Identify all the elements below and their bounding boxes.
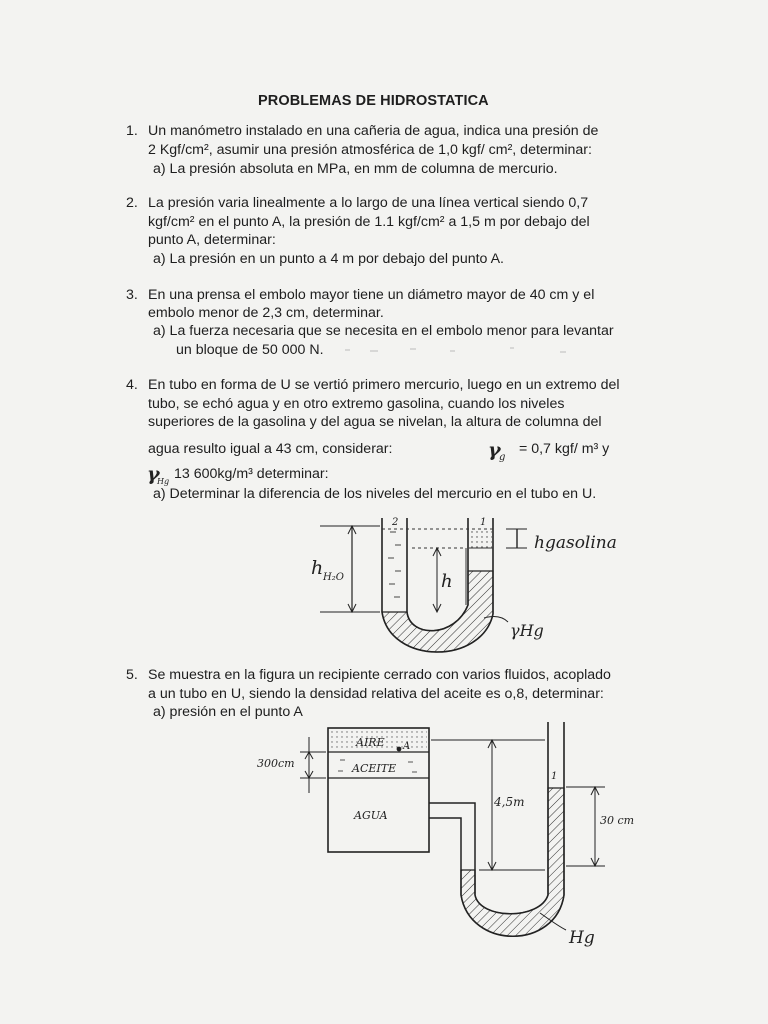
gamma-hg-symbol — [147, 463, 169, 486]
label-h: h — [441, 571, 453, 592]
problem-3-line-2: embolo menor de 2,3 cm, determinar. — [148, 305, 384, 321]
label-agua: AGUA — [354, 809, 388, 822]
problem-1-line-2: 2 Kgf/cm², asumir una presión atmosférica de 1,0 kgf/ cm², determinar: — [148, 142, 592, 158]
label-h2o-sub: H₂O — [323, 572, 344, 583]
gamma-g-symbol — [488, 439, 505, 463]
label-point-a: A — [403, 741, 411, 752]
problem-4-line-4b: = 0,7 kgf/ m³ y — [519, 441, 610, 457]
problem-3-sub-a: a) La fuerza necesaria que se necesita en el embolo menor para levantar — [153, 323, 614, 339]
page-title: PROBLEMAS DE HIDROSTATICA — [258, 93, 489, 109]
svg-text:γ: γ — [488, 439, 501, 461]
label-30cm: 30 cm — [600, 814, 635, 827]
problem-3-number: 3. — [126, 287, 138, 303]
faint-marks — [345, 348, 566, 352]
label-h-h2o: h — [311, 557, 324, 579]
label-hg: Hg — [569, 928, 595, 948]
svg-text:g: g — [499, 452, 506, 463]
u-tube-figure-1 — [311, 517, 617, 652]
problem-2-sub-a: a) La presión en un punto a 4 m por debajo del punto A. — [153, 251, 505, 267]
label-mark: 1 — [551, 771, 558, 782]
problem-5-number: 5. — [126, 667, 138, 683]
problem-1-line-1: Un manómetro instalado en una cañeria de agua, indica una presión de — [148, 123, 599, 139]
problem-2-line-1: La presión varia linealmente a lo largo de una línea vertical siendo 0,7 — [148, 195, 589, 211]
problem-5-line-1: Se muestra en la figura un recipiente cerrado con varios fluidos, acoplado — [148, 667, 611, 683]
problem-4-line-2: tubo, se echó agua y en otro extremo gasolina, cuando los niveles — [148, 396, 565, 412]
problem-1-sub-a: a) La presión absoluta en MPa, en mm de columna de mercurio. — [153, 161, 558, 177]
label-300cm: 300cm — [257, 757, 295, 770]
svg-text:Hg: Hg — [157, 477, 170, 486]
svg-text:γ: γ — [147, 463, 160, 485]
label-mark-2: 2 — [392, 517, 399, 528]
problem-5-line-2: a un tubo en U, siendo la densidad relativa del aceite es o,8, determinar: — [148, 686, 604, 702]
problem-2-number: 2. — [126, 195, 138, 211]
label-aceite: ACEITE — [352, 762, 397, 775]
tank-figure-2 — [257, 722, 634, 948]
problem-4-line-4: agua resulto igual a 43 cm, considerar: — [148, 441, 393, 457]
problem-3-line-1: En una prensa el embolo mayor tiene un diámetro mayor de 40 cm y el — [148, 287, 595, 303]
problem-2-line-3: punto A, determinar: — [148, 232, 276, 248]
label-4-5m: 4,5m — [494, 795, 525, 809]
problem-4-line-3: superiores de la gasolina y del agua se nivelan, la altura de columna del — [148, 414, 602, 430]
label-gamma-hg: γHg — [510, 621, 544, 640]
problem-2-line-2: kgf/cm² en el punto A, la presión de 1.1 kgf/cm² a 1,5 m por debajo del — [148, 214, 590, 230]
problem-4-sub-a: a) Determinar la diferencia de los niveles del mercurio en el tubo en U. — [153, 486, 597, 502]
problem-5-sub-a: a) presión en el punto A — [153, 704, 303, 720]
label-aire: AIRE — [356, 736, 385, 749]
label-mark-1: 1 — [480, 517, 487, 528]
problem-1-number: 1. — [126, 123, 138, 139]
problem-4-line-1: En tubo en forma de U se vertió primero mercurio, luego en un extremo del — [148, 377, 620, 393]
problem-4-number: 4. — [126, 377, 138, 393]
problem-4-line-5: 13 600kg/m³ determinar: — [174, 466, 329, 482]
label-h-gasolina: hgasolina — [534, 533, 617, 553]
problem-3-sub-a-cont: un bloque de 50 000 N. — [176, 342, 324, 358]
